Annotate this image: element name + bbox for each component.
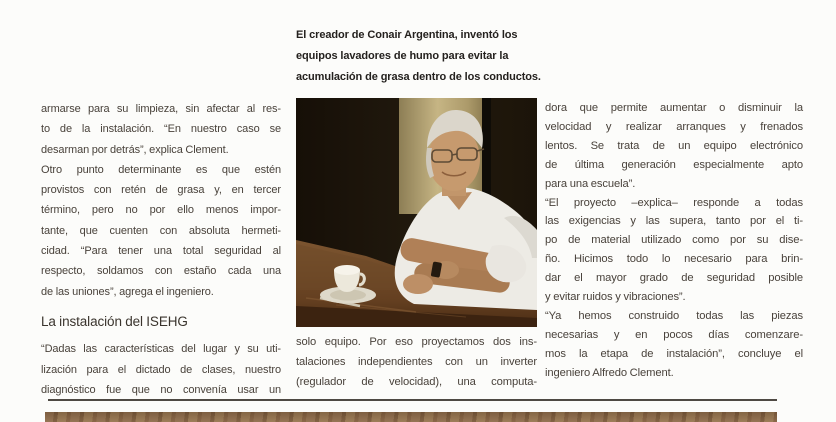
footer-rule (48, 399, 777, 401)
text-line: las exigencias y las supera, tanto por el ti- (545, 215, 803, 228)
text-line: y evitar ruidos y vibraciones”. (545, 291, 686, 304)
text-line: acumulación de grasa dentro de los conductos. (296, 71, 541, 83)
text-line: equipos lavadores de humo para evitar la (296, 50, 509, 62)
paragraph (41, 339, 281, 400)
paragraph (41, 99, 281, 160)
text-line: tante, que cuenten con absoluta hermeti- (41, 224, 281, 237)
photo-caption (296, 25, 582, 88)
text-line: El creador de Conair Argentina, inventó los (296, 29, 518, 41)
section-heading: La instalación del ISEHG (41, 313, 188, 329)
text-line: “Dadas las características del lugar y su uti- (41, 343, 281, 356)
text-line: lización para el dictado de clases, nuestro (41, 363, 281, 376)
text-line: respecto, soldamos con estaño cada una (41, 265, 281, 278)
text-line: Otro punto determinante es que estén (41, 163, 281, 176)
right-text-column (545, 99, 803, 383)
text-line: provistos con retén de grasa y, en tercer (41, 184, 281, 197)
text-line: to de la instalación. “En nuestro caso se (41, 123, 281, 136)
text-line: talaciones independientes con un inverter (296, 356, 537, 368)
text-line: necesarias y en pocos días comenzare- (545, 328, 803, 341)
text-line: po de material utilizado como por su dise- (545, 234, 803, 247)
text-line: dar el mayor grado de seguridad posible (545, 272, 803, 285)
text-line: “El proyecto –explica– responde a todas (545, 196, 803, 209)
text-line: cidad. “Para tener una total seguridad al (41, 245, 281, 258)
text-line: lentos. Se trata de un equipo electrónico (545, 139, 803, 152)
text-line: diagnóstico fue que no convenía usar un (41, 383, 281, 396)
center-text-column (296, 332, 537, 392)
hand (403, 274, 433, 294)
text-line: velocidad y realizar arranques y frenados (545, 120, 803, 133)
text-line: de las uniones”, agrega el ingeniero. (41, 285, 214, 298)
footer-decorative-bar (45, 412, 777, 422)
text-line: de última generación especialmente apto (545, 158, 803, 171)
text-line: ingeniero Alfredo Clement. (545, 366, 674, 379)
paragraph (296, 25, 582, 88)
text-line: (regulador de velocidad), una computa- (296, 376, 537, 388)
paragraph (41, 160, 281, 302)
text-line: para una escuela”. (545, 177, 636, 190)
paragraph (296, 332, 537, 392)
text-line: mos la etapa de instalación”, concluye el (545, 347, 803, 360)
text-line: ño. Hicimos todo lo necesario para brin- (545, 253, 803, 266)
photo-illustration (296, 98, 537, 327)
text-line: dora que permite aumentar o disminuir la (545, 102, 803, 114)
text-line: término, pero no por ello menos impor- (41, 204, 281, 217)
paragraph (545, 99, 803, 194)
text-line: desarman por detrás”, explica Clement. (41, 143, 229, 156)
paragraph (545, 307, 803, 383)
text-line: “Ya hemos construido todas las piezas (545, 309, 803, 322)
article-photo (296, 98, 537, 327)
text-line: solo equipo. Por eso proyectamos dos ins- (296, 336, 537, 348)
paragraph (545, 194, 803, 307)
text-line: armarse para su limpieza, sin afectar al res- (41, 103, 281, 115)
left-text-column (41, 99, 281, 400)
